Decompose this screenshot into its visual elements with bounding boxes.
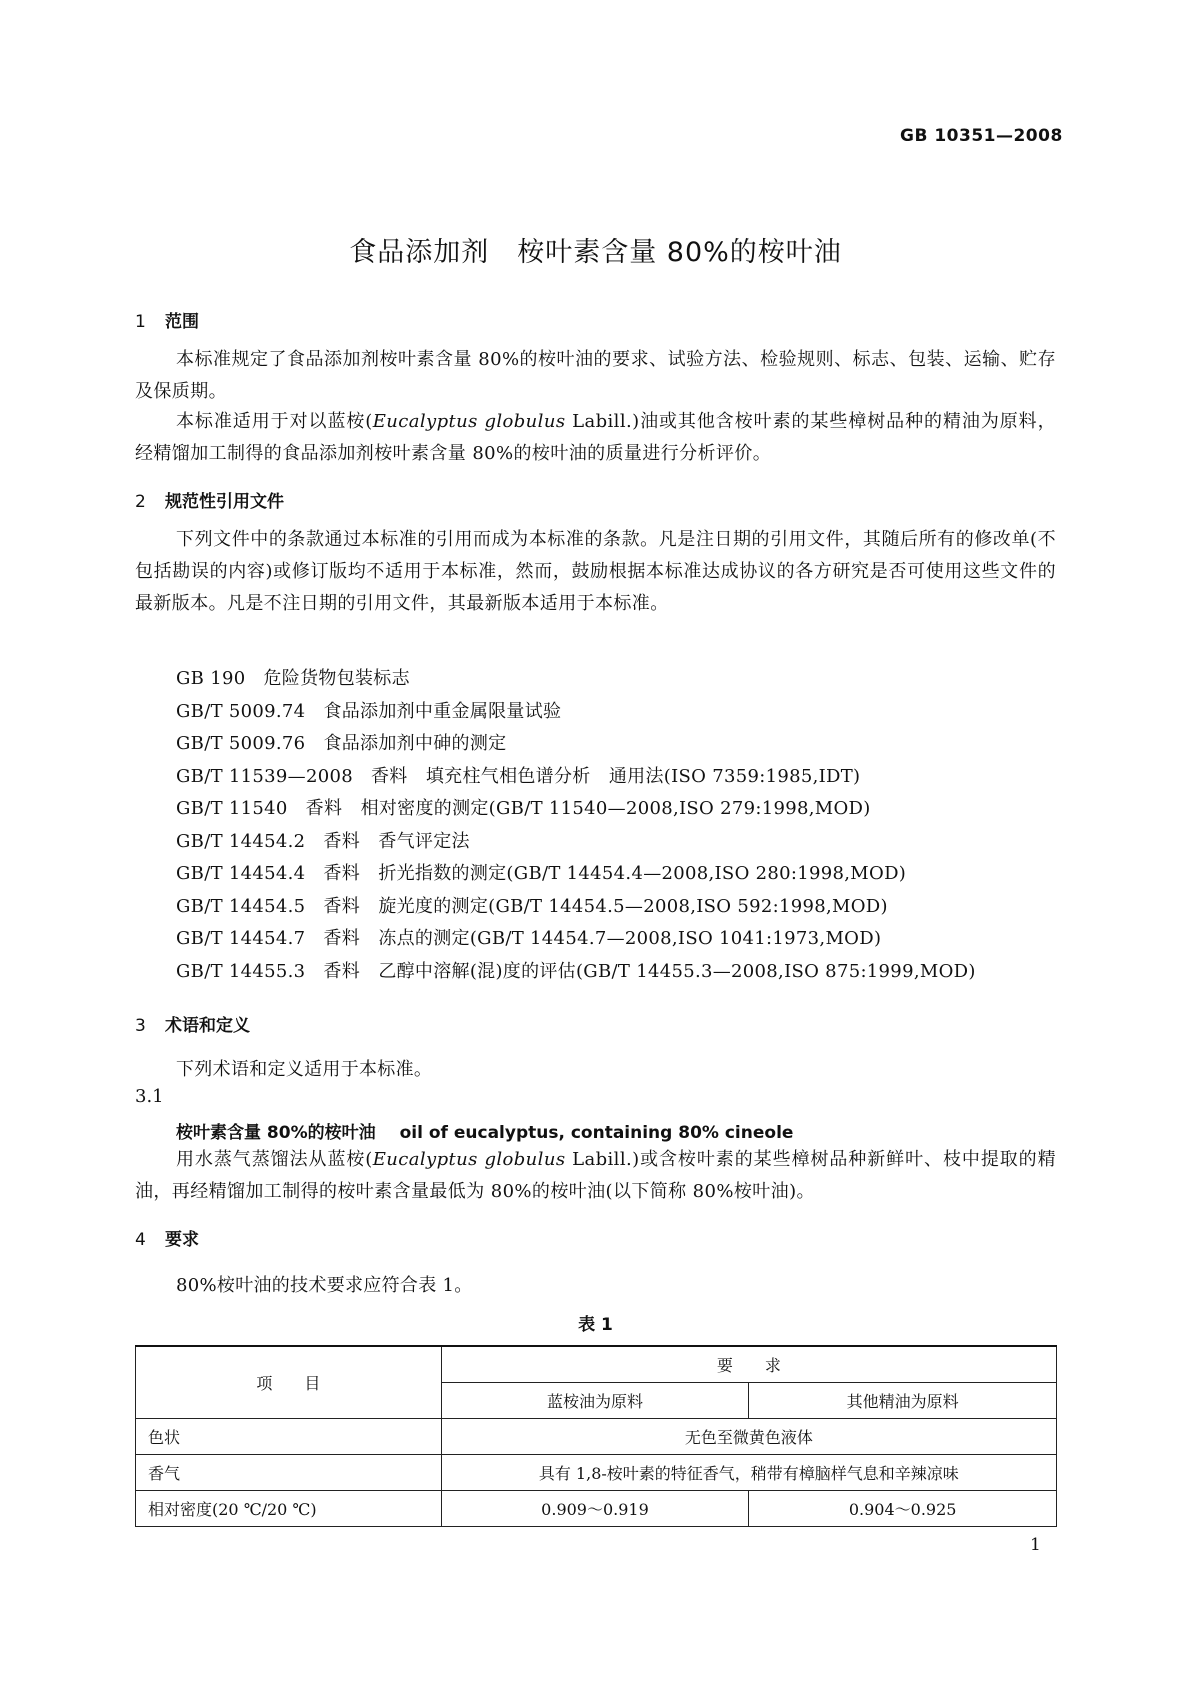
reference-item <box>176 826 976 859</box>
reference-item <box>176 793 976 826</box>
row-item: 色状 <box>136 1419 442 1455</box>
reference-title: 香料 香气评定法 <box>323 830 470 852</box>
table-title: 表 1 <box>578 1315 613 1335</box>
table-row <box>136 1455 1057 1491</box>
header-col-1: 蓝桉油为原料 <box>441 1383 749 1419</box>
species-name: Eucalyptus globulus <box>372 411 566 432</box>
section-title: 规范性引用文件 <box>165 492 284 512</box>
reference-title: 香料 相对密度的测定(GB/T 11540—2008,ISO 279:1998,MOD) <box>305 798 871 819</box>
section-2-paragraph-1: 下列文件中的条款通过本标准的引用而成为本标准的条款。凡是注日期的引用文件，其随后所有的修改单(不包括勘误的内容)或修订版均不适用于本标准，然而，鼓励根据本标准达成协议的各方研究是否可使用这些文件的最新版本。凡是不注日期的引用文件，其最新版本适用于本标准。 <box>135 529 1056 614</box>
header-col-2: 其他精油为原料 <box>749 1383 1057 1419</box>
row-item: 相对密度(20 ℃/20 ℃) <box>136 1491 442 1527</box>
section-1-paragraph-2 <box>135 406 1056 470</box>
term-chinese: 桉叶素含量 80%的桉叶油 <box>176 1123 376 1143</box>
header-item-cell: 项 目 <box>136 1346 442 1419</box>
reference-item <box>176 696 976 729</box>
reference-title: 香料 冻点的测定(GB/T 14454.7—2008,ISO 1041:1973,MOD) <box>323 928 882 949</box>
section-1-paragraph-1: 本标准规定了食品添加剂桉叶素含量 80%的桉叶油的要求、试验方法、检验规则、标志、包装、运输、贮存及保质期。 <box>135 349 1056 402</box>
reference-title: 香料 旋光度的测定(GB/T 14454.5—2008,ISO 592:1998,MOD) <box>323 895 888 917</box>
term-definition <box>135 1144 1056 1208</box>
text-run: Labill.)或含桉叶素的某些樟树品种新鲜叶、枝中提取的精油，再经精馏加工制得的桉叶素含量最低为 80%的桉叶油(以下简称 80%桉叶油)。 <box>135 1149 1057 1202</box>
reference-code: GB/T 11539—2008 <box>176 765 353 787</box>
reference-code: GB/T 14454.5 <box>176 895 306 917</box>
page-number: 1 <box>1030 1535 1041 1555</box>
reference-item <box>176 891 976 924</box>
section-1-heading <box>135 307 199 332</box>
reference-item <box>176 923 976 956</box>
header-requirement-cell: 要 求 <box>441 1346 1056 1383</box>
row-item: 香气 <box>136 1455 442 1491</box>
section-4-paragraph-1: 80%桉叶油的技术要求应符合表 1。 <box>176 1275 473 1296</box>
text-run: 本标准适用于对以蓝桉( <box>176 411 373 432</box>
reference-title: 食品添加剂中重金属限量试验 <box>323 700 562 722</box>
reference-code: GB/T 14454.7 <box>176 928 306 949</box>
reference-code: GB/T 14454.4 <box>176 863 306 884</box>
table-header-row <box>136 1346 1057 1383</box>
reference-code: GB/T 14454.2 <box>176 830 306 852</box>
document-title: 食品添加剂 桉叶素含量 80%的桉叶油 <box>349 237 842 268</box>
reference-code: GB/T 14455.3 <box>176 960 306 982</box>
table-row <box>136 1491 1057 1527</box>
section-number: 1 <box>135 312 146 332</box>
row-merged-value: 无色至微黄色液体 <box>441 1419 1056 1455</box>
section-3-heading <box>135 1011 250 1036</box>
section-title: 术语和定义 <box>165 1016 250 1036</box>
reference-item <box>176 858 976 891</box>
text-run: 用水蒸气蒸馏法从蓝桉( <box>176 1149 373 1170</box>
reference-title: 危险货物包装标志 <box>263 668 410 689</box>
reference-item <box>176 956 976 989</box>
section-3-paragraph-1: 下列术语和定义适用于本标准。 <box>176 1059 433 1080</box>
reference-code: GB/T 11540 <box>176 798 288 819</box>
section-title: 范围 <box>165 312 199 332</box>
table-row <box>136 1419 1057 1455</box>
reference-title: 食品添加剂中砷的测定 <box>323 733 507 754</box>
section-4-heading <box>135 1225 199 1250</box>
reference-item <box>176 663 976 696</box>
reference-title: 香料 乙醇中溶解(混)度的评估(GB/T 14455.3—2008,ISO 875:1999,MOD) <box>323 960 976 982</box>
reference-code: GB 190 <box>176 668 246 689</box>
reference-code: GB/T 5009.76 <box>176 733 306 754</box>
reference-title: 香料 填充柱气相色谱分析 通用法(ISO 7359:1985,IDT) <box>370 765 861 787</box>
row-value-2: 0.904～0.925 <box>749 1491 1057 1527</box>
section-number: 4 <box>135 1230 146 1250</box>
standard-number: GB 10351—2008 <box>900 126 1063 146</box>
reference-code: GB/T 5009.74 <box>176 700 306 722</box>
species-name: Eucalyptus globulus <box>372 1149 566 1170</box>
requirements-table <box>135 1345 1057 1527</box>
normative-reference-list <box>176 663 976 988</box>
subclause-number: 3.1 <box>135 1086 164 1107</box>
row-merged-value: 具有 1,8-桉叶素的特征香气，稍带有樟脑样气息和辛辣凉味 <box>441 1455 1056 1491</box>
text-run: Labill.)油或其他含桉叶素的某些樟树品种的精油为原料，经精馏加工制得的食品添加剂桉叶素含量 80%的桉叶油的质量进行分析评价。 <box>135 411 1057 464</box>
term-english: oil of eucalyptus, containing 80% cineole <box>399 1123 794 1143</box>
reference-title: 香料 折光指数的测定(GB/T 14454.4—2008,ISO 280:1998,MOD) <box>323 863 907 884</box>
section-number: 2 <box>135 492 146 512</box>
term-entry <box>176 1118 793 1143</box>
section-title: 要求 <box>165 1230 199 1250</box>
reference-item <box>176 728 976 761</box>
section-number: 3 <box>135 1016 146 1036</box>
section-2-heading <box>135 487 284 512</box>
reference-item <box>176 761 976 794</box>
row-value-1: 0.909～0.919 <box>441 1491 749 1527</box>
